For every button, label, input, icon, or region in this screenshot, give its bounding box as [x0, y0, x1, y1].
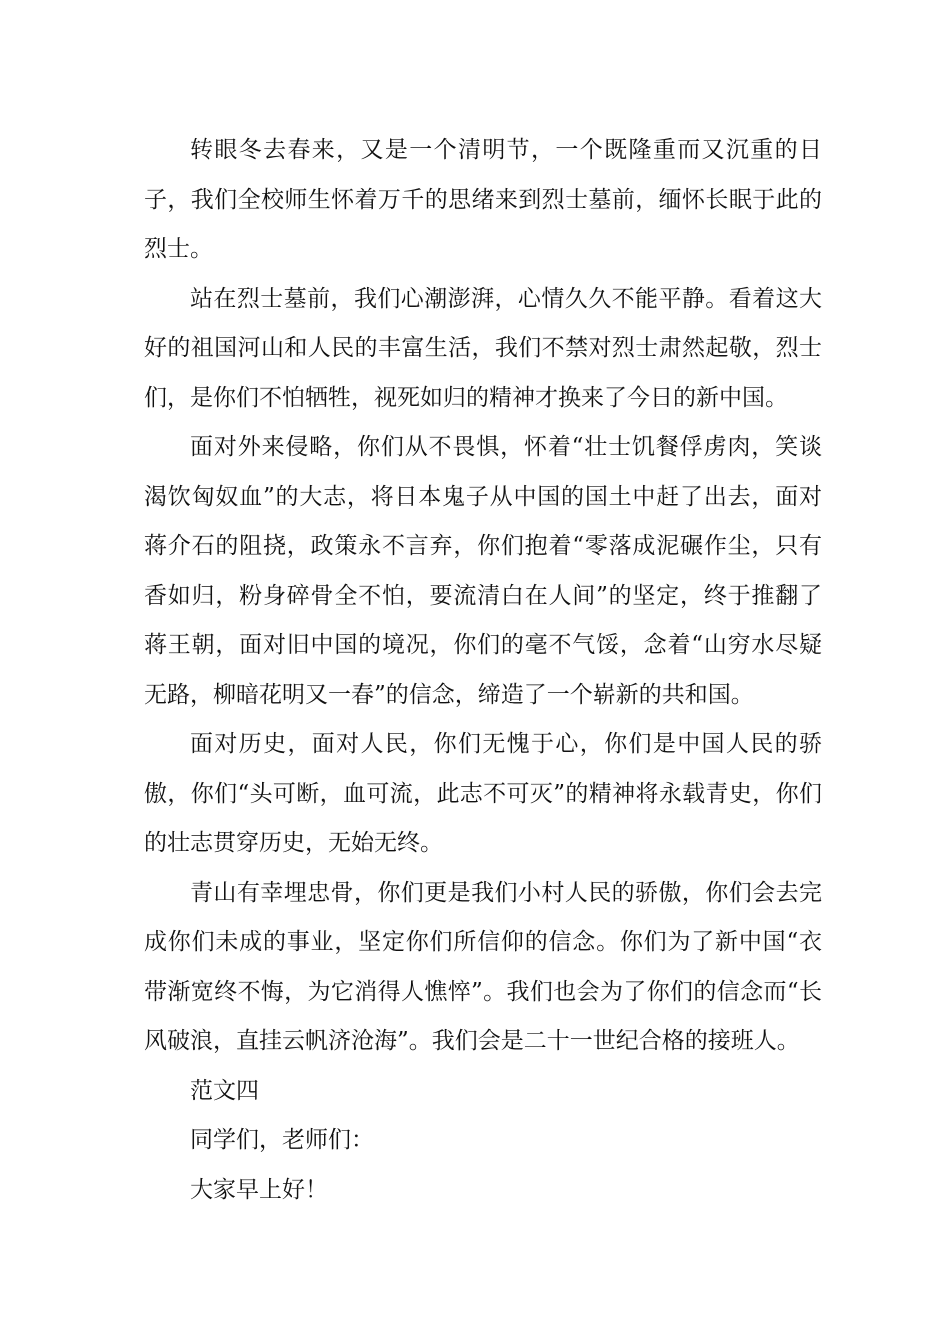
section-heading: 范文四 [190, 1077, 259, 1104]
greeting: 大家早上好！ [190, 1176, 328, 1203]
paragraph-2: 站在烈士墓前，我们心潮澎湃，心情久久不能平静。看着这大好的祖国河山和人民的丰富生活，我们不禁对烈士肃然起敬，烈士们，是你们不怕牺牲，视死如归的精神才换来了今日的新中国。 [144, 285, 822, 411]
document-body [144, 126, 822, 1215]
paragraph-1: 转眼冬去春来，又是一个清明节，一个既隆重而又沉重的日子，我们全校师生怀着万千的思绪来到烈士墓前，缅怀长眠于此的烈士。 [144, 137, 822, 262]
paragraph-5: 青山有幸埋忠骨，你们更是我们小村人民的骄傲，你们会去完成你们未成的事业，坚定你们所信仰的信念。你们为了新中国“衣带渐宽终不悔，为它消得人憔悴”。我们也会为了你们的信念而“长风破浪，直挂云帆济沧海”。我们会是二十一世纪合格的接班人。 [144, 879, 822, 1054]
salutation: 同学们，老师们： [190, 1127, 374, 1153]
paragraph-4: 面对历史，面对人民，你们无愧于心，你们是中国人民的骄傲，你们“头可断，血可流，此志不可灭”的精神将永载青史，你们的壮志贯穿历史，无始无终。 [144, 731, 822, 856]
paragraph-3: 面对外来侵略，你们从不畏惧，怀着“壮士饥餐俘虏肉，笑谈渴饮匈奴血”的大志，将日本鬼子从中国的国土中赶了出去，面对蒋介石的阻挠，政策永不言弃，你们抱着“零落成泥碾作尘，只有香如归，粉身碎骨全不怕，要流清白在人间”的坚定，终于推翻了蒋王朝，面对旧中国的境况，你们的毫不气馁，念着“山穷水尽疑无路，柳暗花明又一春”的信念，缔造了一个崭新的共和国。 [144, 434, 822, 708]
